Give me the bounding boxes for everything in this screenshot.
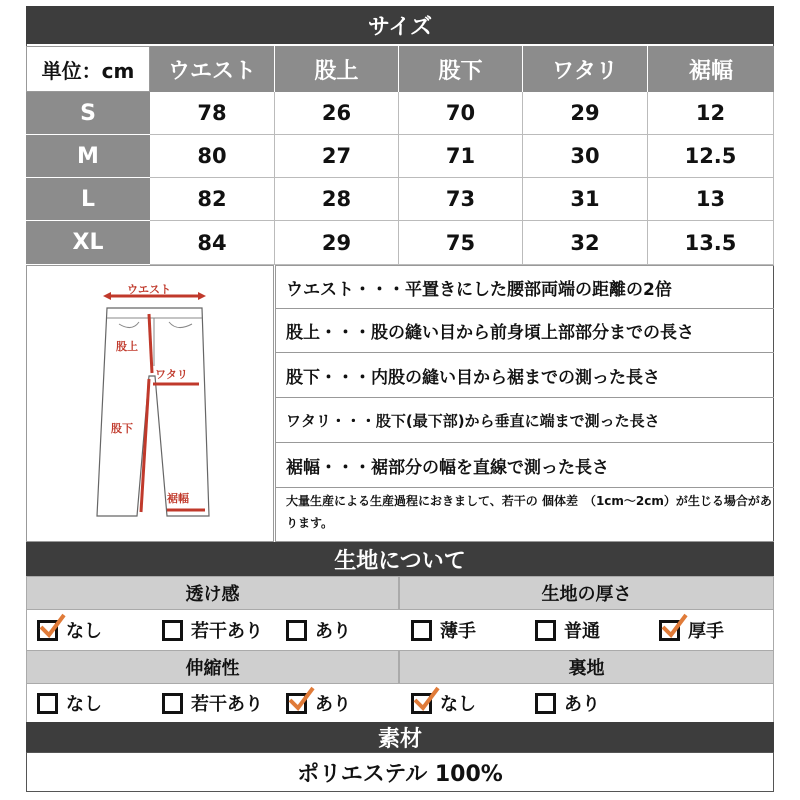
table-cell: 80 [150,135,275,178]
row-size-l: L [26,178,150,221]
table-cell: 71 [399,135,523,178]
checkbox-unchecked[interactable] [535,693,556,714]
size-title: サイズ [367,14,433,40]
option-label: なし [440,694,476,715]
table-cell: 28 [275,178,399,221]
stretch-header: 伸縮性 [26,650,399,684]
table-cell: 32 [523,221,648,265]
table-cell: 78 [150,92,275,135]
table-cell: 27 [275,135,399,178]
table-cell: 73 [399,178,523,221]
table-cell: 13.5 [648,221,774,265]
checkbox-checked[interactable] [286,693,307,714]
table-cell: 12 [648,92,774,135]
checkbox-checked[interactable] [659,620,680,641]
option-lining-yes[interactable] [535,690,600,716]
table-cell: 26 [275,92,399,135]
checkbox-unchecked[interactable] [535,620,556,641]
option-label: 普通 [564,621,600,642]
desc-rise: 股上・・・股の縫い目から前身頃上部部分までの長さ [275,309,774,353]
table-cell: 70 [399,92,523,135]
option-label: 薄手 [440,621,476,642]
option-label: 若干あり [191,694,263,715]
option-label: なし [66,621,102,642]
col-header-hem: 裾幅 [648,46,774,92]
option-stretch-slight[interactable] [162,690,263,716]
inseam-label: 股下 [111,422,133,435]
table-cell: 82 [150,178,275,221]
fabric-title: 生地について [334,548,466,574]
table-cell: 84 [150,221,275,265]
rise-label: 股上 [116,340,138,353]
option-thin[interactable] [411,617,476,643]
checkbox-unchecked[interactable] [37,693,58,714]
option-sheer-none[interactable] [37,617,102,643]
table-cell: 30 [523,135,648,178]
production-note: 大量生産による生産過程におきまして、若干の 個体差 （1cm～2cm）が生じる場合があります。 [275,488,774,542]
col-header-waist: ウエスト [150,46,275,92]
option-label: なし [66,694,102,715]
desc-hem: 裾幅・・・裾部分の幅を直線で測った長さ [275,443,774,488]
desc-waist: ウエスト・・・平置きにした腰部両端の距離の2倍 [275,265,774,309]
thickness-header: 生地の厚さ [399,576,774,610]
option-label: あり [315,621,351,642]
option-lining-none[interactable] [411,690,476,716]
desc-thigh: ワタリ・・・股下(最下部)から垂直に端まで測った長さ [275,398,774,443]
option-label: あり [564,694,600,715]
fabric-title-bar [26,542,774,576]
option-thick[interactable] [659,617,724,643]
checkbox-unchecked[interactable] [162,693,183,714]
material-value: ポリエステル 100% [26,752,774,792]
hem-label: 裾幅 [167,492,189,505]
table-cell: 75 [399,221,523,265]
checkmark-icon [38,613,66,641]
checkmark-icon [412,686,440,714]
row-size-xl: XL [26,221,150,265]
option-label: 若干あり [191,621,263,642]
size-title-bar [26,6,774,44]
col-header-thigh: ワタリ [523,46,648,92]
table-cell: 31 [523,178,648,221]
table-cell: 29 [275,221,399,265]
sheer-header: 透け感 [26,576,399,610]
option-stretch-yes[interactable] [286,690,351,716]
checkbox-unchecked[interactable] [286,620,307,641]
pants-measurement-diagram [26,265,274,542]
material-title-bar [26,722,774,752]
unit-label: 単位：cm [26,46,150,92]
option-label: 厚手 [688,621,724,642]
waist-label: ウエスト [127,283,171,296]
col-header-inseam: 股下 [399,46,523,92]
col-header-rise: 股上 [275,46,399,92]
option-stretch-none[interactable] [37,690,102,716]
option-normal[interactable] [535,617,600,643]
table-cell: 29 [523,92,648,135]
stretch-lining-options [26,684,774,722]
checkbox-checked[interactable] [37,620,58,641]
checkbox-unchecked[interactable] [411,620,432,641]
desc-inseam: 股下・・・内股の縫い目から裾までの測った長さ [275,353,774,398]
table-cell: 12.5 [648,135,774,178]
option-sheer-yes[interactable] [286,617,351,643]
thigh-label: ワタリ [155,368,188,381]
material-title: 素材 [377,726,422,752]
pants-illustration [27,266,275,543]
checkbox-checked[interactable] [411,693,432,714]
checkmark-icon [287,686,315,714]
row-size-m: M [26,135,150,178]
checkmark-icon [660,613,688,641]
lining-header: 裏地 [399,650,774,684]
option-label: あり [315,694,351,715]
checkbox-unchecked[interactable] [162,620,183,641]
sheer-thickness-options [26,610,774,650]
option-sheer-slight[interactable] [162,617,263,643]
table-cell: 13 [648,178,774,221]
row-size-s: S [26,92,150,135]
